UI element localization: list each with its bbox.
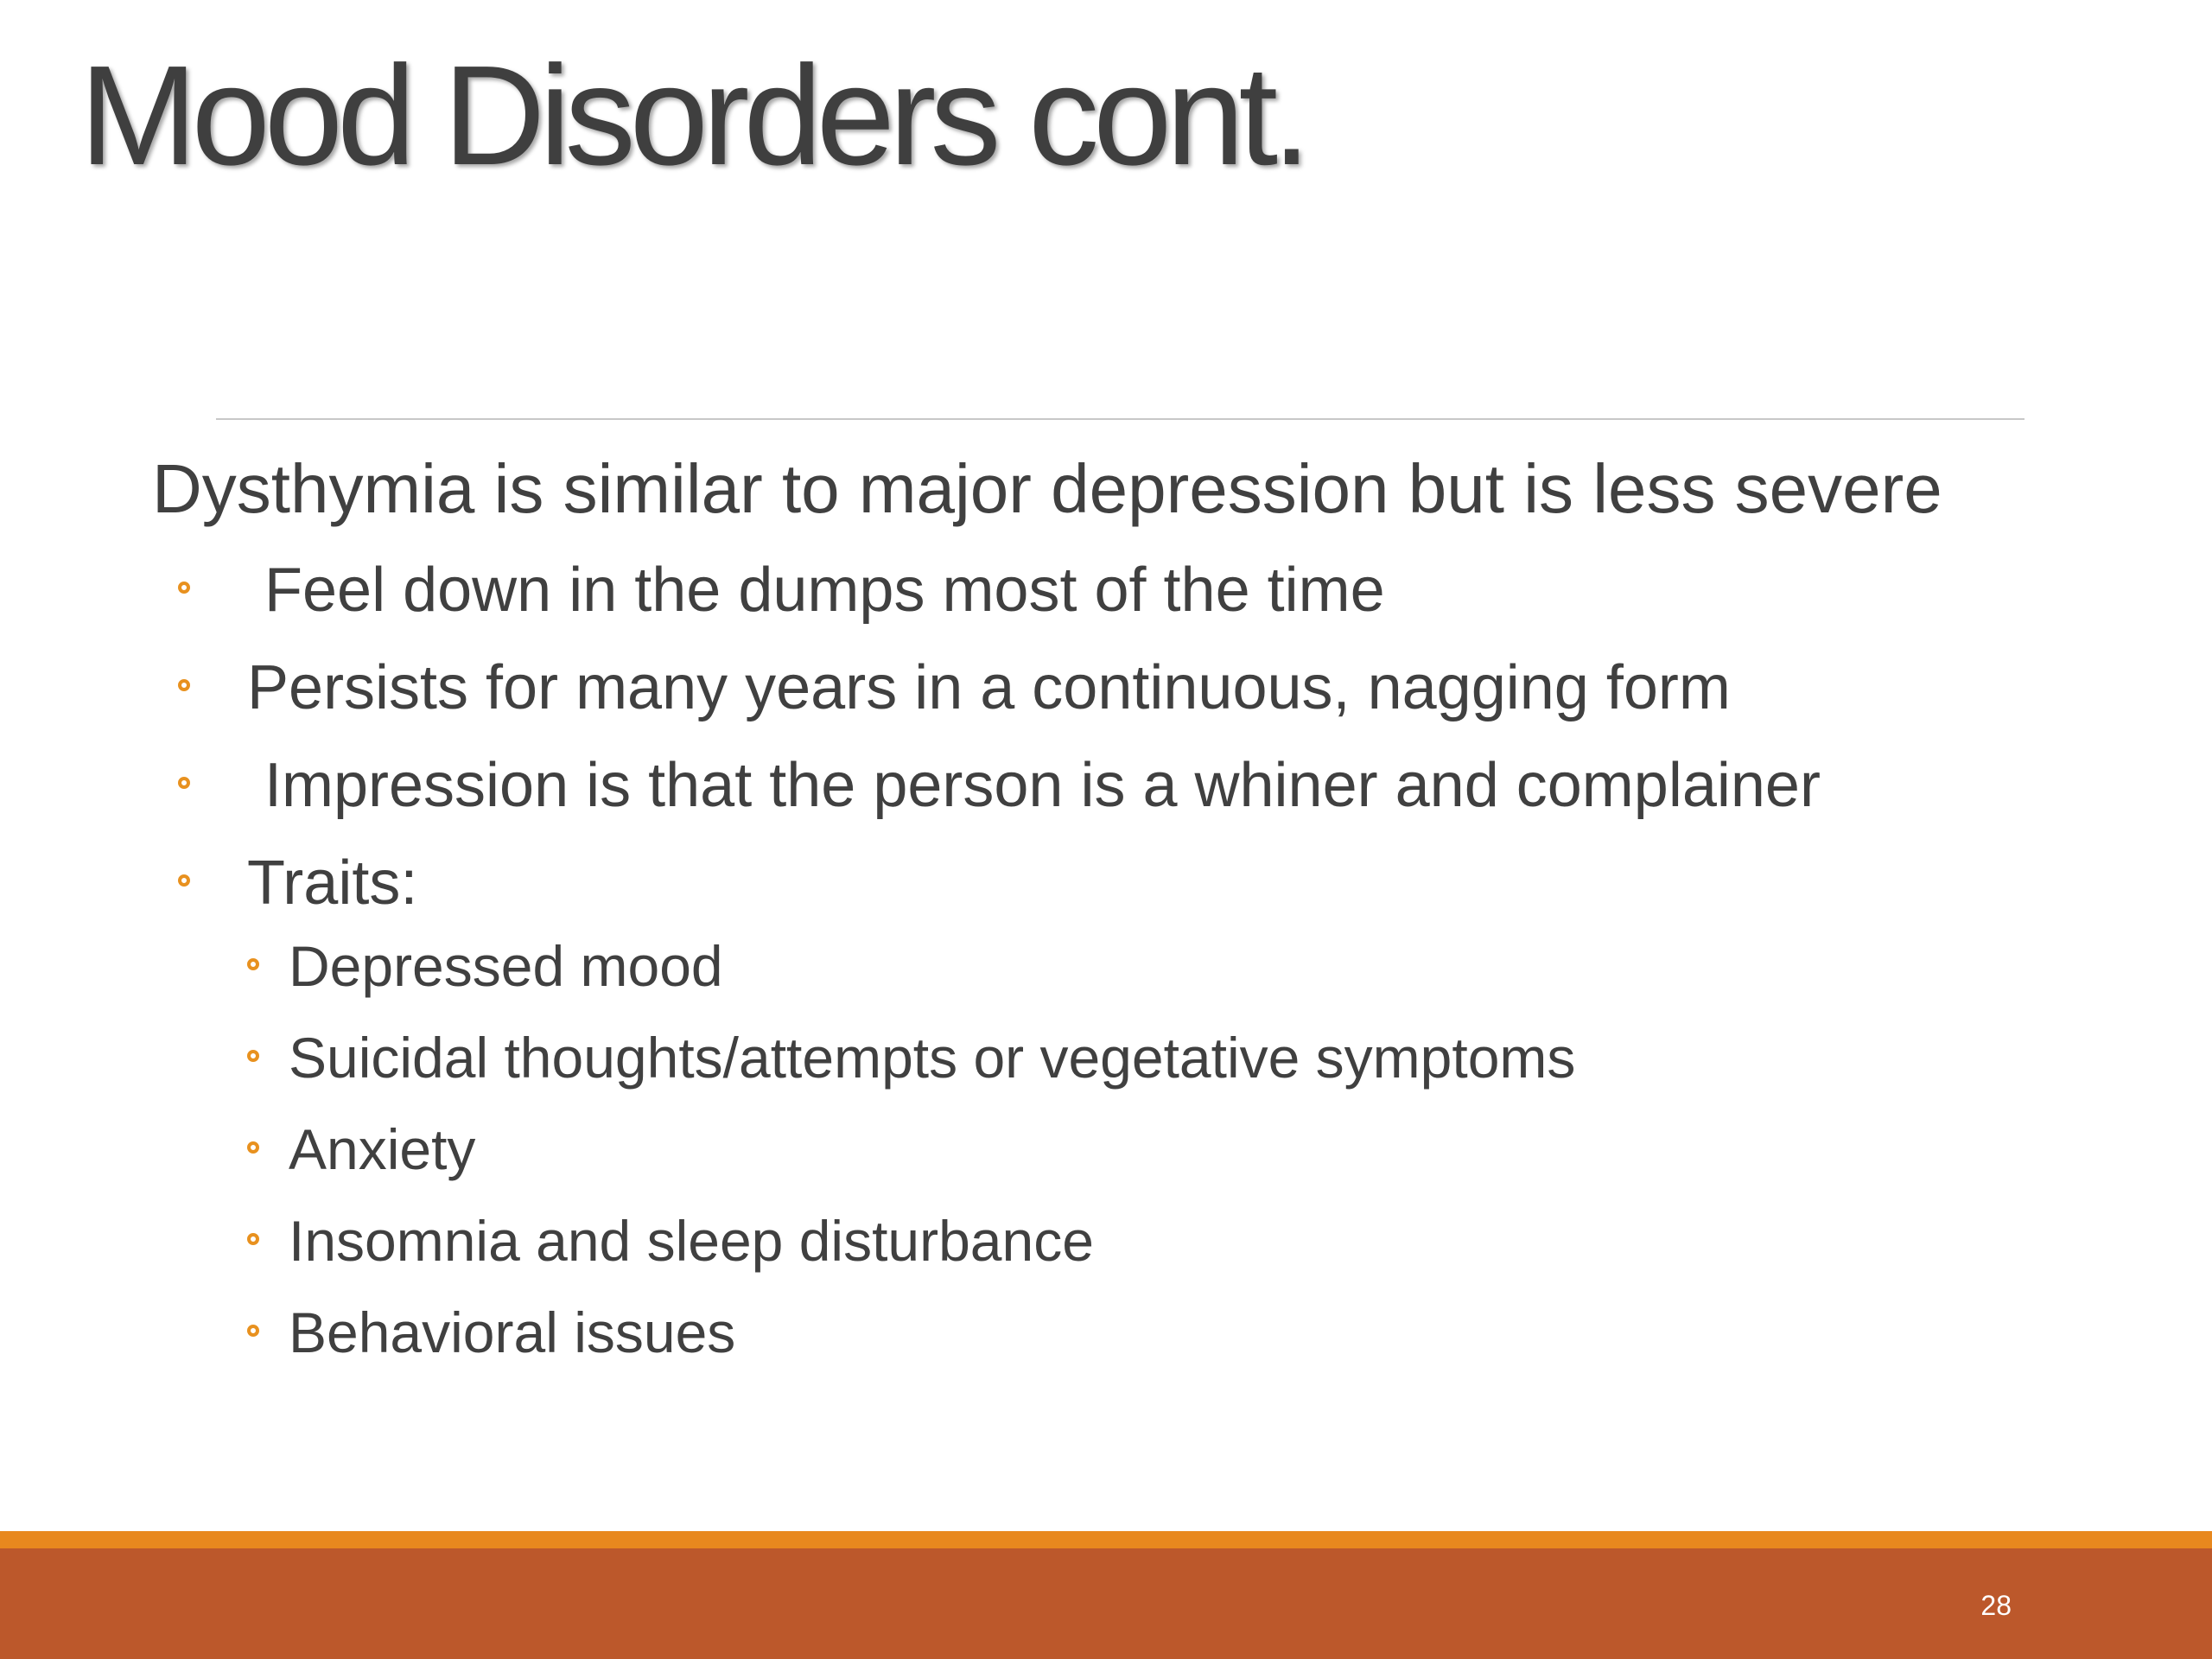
bullet-text: Feel down in the dumps most of the time bbox=[264, 556, 1385, 625]
sub-list-item bbox=[247, 929, 2088, 1003]
trait-text: Suicidal thoughts/attempts or vegetative symptoms bbox=[289, 1026, 1576, 1090]
footer-accent-stripe bbox=[0, 1531, 2212, 1548]
intro-text: Dysthymia is similar to major depression but is less severe bbox=[152, 450, 1942, 527]
trait-text: Anxiety bbox=[289, 1117, 476, 1181]
title-divider bbox=[216, 418, 2024, 420]
sub-list-item bbox=[247, 1020, 2088, 1095]
sub-list-item bbox=[247, 1112, 2088, 1186]
bullet-text: Impression is that the person is a whiner and complainer bbox=[264, 751, 1821, 820]
bullet-text: Persists for many years in a continuous, nagging form bbox=[247, 653, 1731, 722]
sub-list-item bbox=[247, 1204, 2088, 1278]
trait-text: Depressed mood bbox=[289, 934, 723, 998]
page-number: 28 bbox=[1980, 1590, 2012, 1621]
footer-bar bbox=[0, 1548, 2212, 1659]
list-item bbox=[178, 647, 2088, 728]
slide-content bbox=[152, 442, 2088, 1387]
trait-text: Behavioral issues bbox=[289, 1300, 736, 1364]
slide-title: Mood Disorders cont. bbox=[79, 36, 1306, 194]
bullet-text: Traits: bbox=[247, 849, 418, 918]
list-item bbox=[178, 550, 2088, 631]
list-item bbox=[178, 745, 2088, 826]
bullet-list bbox=[152, 550, 2088, 1370]
traits-sublist bbox=[247, 929, 2088, 1370]
list-item-traits bbox=[178, 842, 2088, 1370]
sub-list-item bbox=[247, 1295, 2088, 1370]
trait-text: Insomnia and sleep disturbance bbox=[289, 1209, 1094, 1273]
